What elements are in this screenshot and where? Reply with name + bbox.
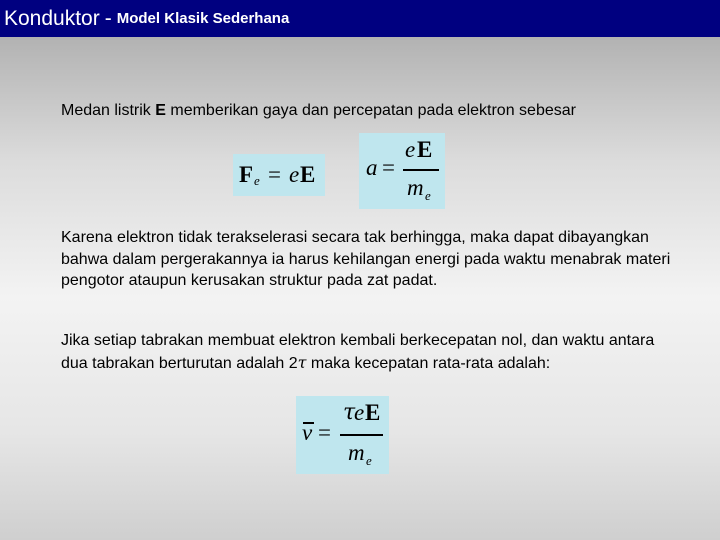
formula-velocity-equals: =: [318, 420, 331, 445]
slide-title: Konduktor: [4, 6, 100, 30]
paragraph-electric-field: Medan listrik E memberikan gaya dan percepatan pada elektron sebesar: [61, 102, 576, 119]
paragraph-energy-loss: Karena elektron tidak terakselerasi secara tak berhingga, maka dapat dibayangkan bahwa dalam pergerakannya ia harus kehilangan energi pada waktu menabrak materi pengotor ataupun kerusakan struktur pada zat padat.: [61, 229, 671, 289]
formula-accel-den-sub: e: [425, 188, 431, 203]
formula-accel-den-mass: m: [407, 175, 424, 200]
formula-force-equals: =: [268, 162, 281, 187]
formula-velocity-lhs: v: [302, 420, 313, 445]
formula-force-charge: e: [289, 162, 300, 187]
formula-force-lhs: F: [239, 162, 254, 187]
formula-velocity: [296, 396, 389, 474]
formula-velocity-den-sub: e: [366, 453, 372, 468]
slide-subtitle: Model Klasik Sederhana: [116, 10, 290, 27]
formula-accel-lhs: a: [366, 155, 378, 180]
field-symbol: E: [155, 102, 166, 119]
formula-force-field: E: [300, 162, 316, 187]
formula-accel-num-charge: e: [405, 137, 416, 162]
formula-velocity-den-mass: m: [348, 440, 365, 465]
paragraph-average-velocity: Jika setiap tabrakan membuat elektron kembali berkecepatan nol, dan waktu antara dua tabrakan berturutan adalah 2τ maka kecepatan rata-rata adalah:: [61, 332, 655, 372]
formula-force: [233, 154, 325, 196]
formula-accel-num-field: E: [417, 137, 433, 162]
formula-acceleration: [359, 133, 445, 209]
tau-symbol: τ: [297, 352, 307, 372]
title-separator: -: [104, 6, 112, 30]
formula-accel-equals: =: [382, 155, 395, 180]
formula-velocity-num-field: E: [365, 400, 381, 425]
formula-accel-fraction-bar: [403, 169, 439, 171]
formula-velocity-num-tau: τ: [343, 400, 356, 425]
formula-velocity-num-charge: e: [354, 400, 365, 425]
slide-title-bar: [0, 0, 720, 37]
formula-velocity-fraction-bar: [340, 434, 383, 436]
formula-force-lhs-sub: e: [254, 173, 260, 188]
